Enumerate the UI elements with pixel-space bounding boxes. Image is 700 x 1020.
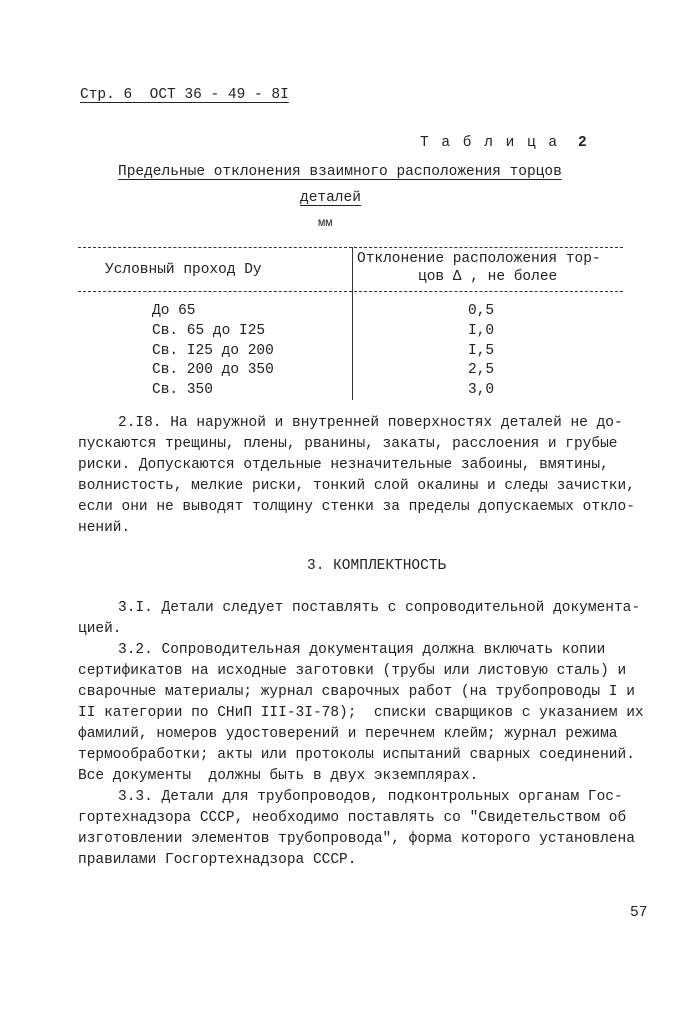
para-3-3-line: изготовлении элементов трубопровода", форма которого установлена [78,831,635,847]
table-top-border [78,247,623,248]
para-2-18-line: пускаются трещины, плены, рванины, закаты, расслоения и грубые [78,436,618,452]
table-row-value: I,0 [468,322,495,339]
table-row-range: До 65 [152,303,196,319]
para-3-1-line: 3.I. Детали следует поставлять с сопроводительной документа- [118,600,641,616]
para-3-2-line: II категории по СНиП III-3I-78); списки сварщиков с указанием их [78,705,644,721]
table-row-range: Св. 200 до 350 [152,362,274,379]
para-3-2-line: 3.2. Сопроводительная документация должна включать копии [118,642,606,658]
table-column-divider [352,247,353,400]
table-label: Т а б л и ц а [420,135,560,151]
para-3-3-line: 3.3. Детали для трубопроводов, подконтрольных органам Гос- [118,789,623,805]
para-2-18-line: нений. [78,520,131,536]
table-title-line-1: Предельные отклонения взаимного расположения торцов [118,164,562,180]
table-title-line-2: деталей [300,190,361,206]
page-header: Стр. 6 ОСТ 36 - 49 - 8I [80,87,289,103]
table-number: 2 [578,135,587,151]
table-header-border [78,291,623,292]
table-row-range: Св. I25 до 200 [152,342,274,359]
table-row-range: Св. 350 [152,382,213,399]
para-2-18-line: если они не выводят толщину стенки за пределы допускаемых откло- [78,499,635,515]
para-3-3-line: правилами Госгортехнадзора СССР. [78,852,357,868]
para-3-2-line: сертификатов на исходные заготовки (трубы или листовую сталь) и [78,663,627,679]
table-unit: мм [318,216,333,230]
para-2-18-line: волнистость, мелкие риски, тонкий слой окалины и следы зачистки, [78,478,635,494]
para-3-2-line: фамилий, номеров удостоверений и перечнем клейм; журнал режима [78,726,618,742]
para-3-3-line: гортехнадзора СССР, необходимо поставлять со "Свидетельством об [78,810,627,826]
table-row-value: 2,5 [468,362,495,379]
para-2-18-line: 2.I8. На наружной и внутренней поверхностях деталей не до- [118,415,623,431]
table-row-value: 0,5 [468,303,495,319]
table-row-value: I,5 [468,342,495,359]
page-number: 57 [630,905,648,921]
para-2-18-line: риски. Допускаются отдельные незначительные забоины, вмятины, [78,457,609,473]
section-3-heading: 3. КОМПЛЕКТНОСТЬ [307,558,447,574]
para-3-2-line: термообработки; акты или протоколы испытаний сварных соединений. [78,747,635,763]
para-3-2-line: сварочные материалы; журнал сварочных работ (на трубопроводы I и [78,684,635,700]
para-3-1-line: цией. [78,621,122,637]
col2-header-line-1: Отклонение расположения тор- [357,251,601,267]
para-3-2-line: Все документы должны быть в двух экземплярах. [78,768,479,784]
col1-header: Условный проход Dу [105,262,262,278]
table-row-value: 3,0 [468,382,495,399]
table-row-range: Св. 65 до I25 [152,322,266,339]
col2-header-line-2: цов Δ , не более [418,269,558,285]
